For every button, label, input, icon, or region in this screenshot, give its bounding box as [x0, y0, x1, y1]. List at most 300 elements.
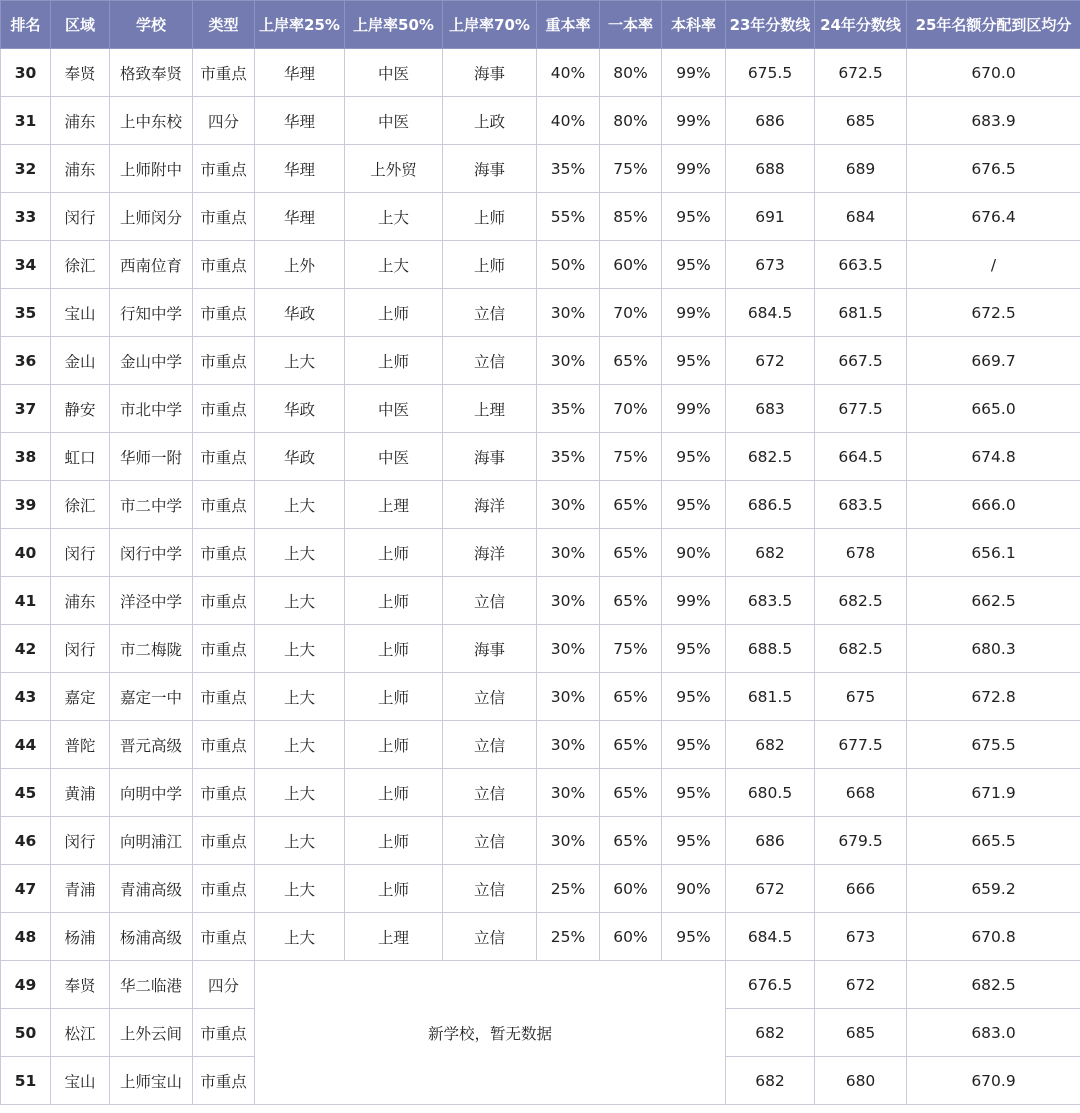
rate-25-cell: 华政 — [255, 385, 345, 433]
rate-70-cell: 立信 — [443, 337, 537, 385]
key-univ-rate-cell: 30% — [537, 481, 600, 529]
rank-cell: 34 — [1, 241, 51, 289]
rate-50-cell: 上师 — [345, 865, 443, 913]
undergrad-rate-cell: 99% — [662, 97, 726, 145]
quota-avg-2025-cell: 680.3 — [907, 625, 1080, 673]
quota-avg-2025-cell: / — [907, 241, 1080, 289]
rank-cell: 37 — [1, 385, 51, 433]
rate-25-cell: 上大 — [255, 721, 345, 769]
score-2023-cell: 682 — [726, 1009, 815, 1057]
district-cell: 金山 — [51, 337, 110, 385]
district-cell: 徐汇 — [51, 241, 110, 289]
key-univ-rate-cell: 30% — [537, 337, 600, 385]
quota-avg-2025-cell: 665.5 — [907, 817, 1080, 865]
key-univ-rate-cell: 30% — [537, 577, 600, 625]
key-univ-rate-cell: 30% — [537, 769, 600, 817]
type-cell: 市重点 — [193, 529, 255, 577]
district-cell: 闵行 — [51, 529, 110, 577]
undergrad-rate-cell: 99% — [662, 385, 726, 433]
district-cell: 浦东 — [51, 145, 110, 193]
district-cell: 杨浦 — [51, 913, 110, 961]
undergrad-rate-cell: 90% — [662, 865, 726, 913]
rate-70-cell: 海事 — [443, 433, 537, 481]
undergrad-rate-cell: 95% — [662, 481, 726, 529]
rank-cell: 33 — [1, 193, 51, 241]
table-row — [1, 769, 1080, 817]
type-cell: 市重点 — [193, 145, 255, 193]
school-cell: 上外云间 — [110, 1009, 193, 1057]
rate-50-cell: 上师 — [345, 529, 443, 577]
rate-50-cell: 上大 — [345, 241, 443, 289]
table-row — [1, 145, 1080, 193]
quota-avg-2025-cell: 671.9 — [907, 769, 1080, 817]
key-univ-rate-cell: 50% — [537, 241, 600, 289]
rank-cell: 44 — [1, 721, 51, 769]
rate-50-cell: 上理 — [345, 913, 443, 961]
score-2023-cell: 672 — [726, 865, 815, 913]
undergrad-rate-cell: 95% — [662, 337, 726, 385]
type-cell: 市重点 — [193, 1057, 255, 1105]
tier1-rate-cell: 65% — [600, 769, 662, 817]
district-cell: 静安 — [51, 385, 110, 433]
undergrad-rate-cell: 95% — [662, 625, 726, 673]
district-cell: 宝山 — [51, 1057, 110, 1105]
rate-50-cell: 中医 — [345, 433, 443, 481]
table-row — [1, 481, 1080, 529]
tier1-rate-cell: 75% — [600, 433, 662, 481]
quota-avg-2025-cell: 682.5 — [907, 961, 1080, 1009]
key-univ-rate-cell: 35% — [537, 433, 600, 481]
quota-avg-2025-cell: 670.9 — [907, 1057, 1080, 1105]
score-2024-cell: 677.5 — [815, 721, 907, 769]
school-cell: 上中东校 — [110, 97, 193, 145]
district-cell: 虹口 — [51, 433, 110, 481]
rank-cell: 31 — [1, 97, 51, 145]
rate-25-cell: 华理 — [255, 49, 345, 97]
type-cell: 市重点 — [193, 481, 255, 529]
score-2024-cell: 682.5 — [815, 625, 907, 673]
score-2023-cell: 688 — [726, 145, 815, 193]
undergrad-rate-cell: 95% — [662, 769, 726, 817]
score-2023-cell: 691 — [726, 193, 815, 241]
tier1-rate-cell: 65% — [600, 337, 662, 385]
score-2023-cell: 676.5 — [726, 961, 815, 1009]
rank-cell: 48 — [1, 913, 51, 961]
tier1-rate-cell: 75% — [600, 145, 662, 193]
rank-cell: 45 — [1, 769, 51, 817]
tier1-rate-cell: 60% — [600, 241, 662, 289]
key-univ-rate-cell: 40% — [537, 49, 600, 97]
undergrad-rate-cell: 95% — [662, 913, 726, 961]
header-quota-avg-2025: 25年名额分配到区均分 — [907, 1, 1080, 49]
rate-50-cell: 上理 — [345, 481, 443, 529]
key-univ-rate-cell: 40% — [537, 97, 600, 145]
score-2023-cell: 673 — [726, 241, 815, 289]
rank-cell: 42 — [1, 625, 51, 673]
rate-70-cell: 立信 — [443, 577, 537, 625]
undergrad-rate-cell: 99% — [662, 289, 726, 337]
rank-cell: 43 — [1, 673, 51, 721]
header-row — [1, 1, 1080, 49]
rate-70-cell: 立信 — [443, 673, 537, 721]
score-2024-cell: 667.5 — [815, 337, 907, 385]
quota-avg-2025-cell: 676.4 — [907, 193, 1080, 241]
header-rate-50: 上岸率50% — [345, 1, 443, 49]
school-cell: 洋泾中学 — [110, 577, 193, 625]
tier1-rate-cell: 65% — [600, 721, 662, 769]
tier1-rate-cell: 65% — [600, 817, 662, 865]
score-2024-cell: 682.5 — [815, 577, 907, 625]
score-2023-cell: 684.5 — [726, 289, 815, 337]
rate-70-cell: 海事 — [443, 145, 537, 193]
tier1-rate-cell: 60% — [600, 865, 662, 913]
header-undergrad-rate: 本科率 — [662, 1, 726, 49]
undergrad-rate-cell: 95% — [662, 241, 726, 289]
undergrad-rate-cell: 90% — [662, 529, 726, 577]
tier1-rate-cell: 65% — [600, 481, 662, 529]
score-2024-cell: 668 — [815, 769, 907, 817]
score-2024-cell: 678 — [815, 529, 907, 577]
district-cell: 青浦 — [51, 865, 110, 913]
type-cell: 市重点 — [193, 241, 255, 289]
rate-50-cell: 上师 — [345, 817, 443, 865]
type-cell: 四分 — [193, 97, 255, 145]
score-2023-cell: 684.5 — [726, 913, 815, 961]
rate-70-cell: 立信 — [443, 769, 537, 817]
score-2023-cell: 688.5 — [726, 625, 815, 673]
rate-70-cell: 立信 — [443, 721, 537, 769]
quota-avg-2025-cell: 672.5 — [907, 289, 1080, 337]
score-2024-cell: 679.5 — [815, 817, 907, 865]
table-row — [1, 577, 1080, 625]
score-2024-cell: 666 — [815, 865, 907, 913]
rate-25-cell: 上大 — [255, 529, 345, 577]
district-cell: 普陀 — [51, 721, 110, 769]
score-2023-cell: 680.5 — [726, 769, 815, 817]
type-cell: 市重点 — [193, 721, 255, 769]
rate-25-cell: 上大 — [255, 673, 345, 721]
table-row — [1, 961, 1080, 1009]
score-2024-cell: 685 — [815, 97, 907, 145]
score-2023-cell: 672 — [726, 337, 815, 385]
table-row — [1, 49, 1080, 97]
tier1-rate-cell: 70% — [600, 289, 662, 337]
rate-25-cell: 华理 — [255, 97, 345, 145]
rate-50-cell: 中医 — [345, 385, 443, 433]
rank-cell: 30 — [1, 49, 51, 97]
undergrad-rate-cell: 95% — [662, 433, 726, 481]
key-univ-rate-cell: 30% — [537, 289, 600, 337]
rank-cell: 51 — [1, 1057, 51, 1105]
quota-avg-2025-cell: 674.8 — [907, 433, 1080, 481]
rate-70-cell: 立信 — [443, 817, 537, 865]
table-row — [1, 817, 1080, 865]
rate-50-cell: 上师 — [345, 577, 443, 625]
school-cell: 青浦高级 — [110, 865, 193, 913]
district-cell: 浦东 — [51, 577, 110, 625]
type-cell: 市重点 — [193, 865, 255, 913]
district-cell: 黄浦 — [51, 769, 110, 817]
quota-avg-2025-cell: 683.9 — [907, 97, 1080, 145]
district-cell: 闵行 — [51, 193, 110, 241]
rate-25-cell: 上大 — [255, 481, 345, 529]
key-univ-rate-cell: 35% — [537, 385, 600, 433]
score-2024-cell: 673 — [815, 913, 907, 961]
type-cell: 市重点 — [193, 193, 255, 241]
score-2023-cell: 686 — [726, 97, 815, 145]
score-2023-cell: 681.5 — [726, 673, 815, 721]
score-2023-cell: 683 — [726, 385, 815, 433]
quota-avg-2025-cell: 683.0 — [907, 1009, 1080, 1057]
quota-avg-2025-cell: 656.1 — [907, 529, 1080, 577]
quota-avg-2025-cell: 670.0 — [907, 49, 1080, 97]
score-2024-cell: 684 — [815, 193, 907, 241]
table-row — [1, 625, 1080, 673]
tier1-rate-cell: 70% — [600, 385, 662, 433]
new-school-note: 新学校，暂无数据 — [255, 961, 726, 1105]
rate-25-cell: 华政 — [255, 289, 345, 337]
rank-cell: 49 — [1, 961, 51, 1009]
district-cell: 松江 — [51, 1009, 110, 1057]
score-2023-cell: 683.5 — [726, 577, 815, 625]
undergrad-rate-cell: 95% — [662, 193, 726, 241]
type-cell: 市重点 — [193, 433, 255, 481]
quota-avg-2025-cell: 676.5 — [907, 145, 1080, 193]
key-univ-rate-cell: 30% — [537, 817, 600, 865]
rank-cell: 39 — [1, 481, 51, 529]
rate-70-cell: 立信 — [443, 913, 537, 961]
undergrad-rate-cell: 99% — [662, 577, 726, 625]
school-cell: 行知中学 — [110, 289, 193, 337]
school-cell: 上师闵分 — [110, 193, 193, 241]
rate-25-cell: 华政 — [255, 433, 345, 481]
table-row — [1, 433, 1080, 481]
type-cell: 市重点 — [193, 49, 255, 97]
district-cell: 奉贤 — [51, 961, 110, 1009]
header-rank: 排名 — [1, 1, 51, 49]
table-row — [1, 337, 1080, 385]
quota-avg-2025-cell: 659.2 — [907, 865, 1080, 913]
rank-cell: 40 — [1, 529, 51, 577]
rate-25-cell: 上外 — [255, 241, 345, 289]
rate-70-cell: 海事 — [443, 49, 537, 97]
table-row — [1, 241, 1080, 289]
rate-70-cell: 上师 — [443, 241, 537, 289]
score-2023-cell: 682 — [726, 529, 815, 577]
school-cell: 华师一附 — [110, 433, 193, 481]
key-univ-rate-cell: 55% — [537, 193, 600, 241]
quota-avg-2025-cell: 669.7 — [907, 337, 1080, 385]
rate-70-cell: 立信 — [443, 289, 537, 337]
header-district: 区域 — [51, 1, 110, 49]
district-cell: 徐汇 — [51, 481, 110, 529]
undergrad-rate-cell: 95% — [662, 673, 726, 721]
tier1-rate-cell: 80% — [600, 97, 662, 145]
header-score-2024: 24年分数线 — [815, 1, 907, 49]
district-cell: 浦东 — [51, 97, 110, 145]
undergrad-rate-cell: 99% — [662, 145, 726, 193]
rank-cell: 36 — [1, 337, 51, 385]
rank-cell: 50 — [1, 1009, 51, 1057]
rate-25-cell: 上大 — [255, 577, 345, 625]
tier1-rate-cell: 75% — [600, 625, 662, 673]
header-rate-25: 上岸率25% — [255, 1, 345, 49]
score-2024-cell: 680 — [815, 1057, 907, 1105]
table-row — [1, 385, 1080, 433]
school-cell: 上师附中 — [110, 145, 193, 193]
type-cell: 市重点 — [193, 289, 255, 337]
tier1-rate-cell: 60% — [600, 913, 662, 961]
header-score-2023: 23年分数线 — [726, 1, 815, 49]
rate-70-cell: 上师 — [443, 193, 537, 241]
rate-70-cell: 海洋 — [443, 481, 537, 529]
header-rate-70: 上岸率70% — [443, 1, 537, 49]
key-univ-rate-cell: 30% — [537, 673, 600, 721]
score-2023-cell: 682.5 — [726, 433, 815, 481]
key-univ-rate-cell: 30% — [537, 625, 600, 673]
rank-cell: 46 — [1, 817, 51, 865]
rate-50-cell: 上师 — [345, 673, 443, 721]
type-cell: 四分 — [193, 961, 255, 1009]
rate-50-cell: 中医 — [345, 97, 443, 145]
rate-25-cell: 上大 — [255, 769, 345, 817]
score-2023-cell: 686.5 — [726, 481, 815, 529]
key-univ-rate-cell: 25% — [537, 865, 600, 913]
tier1-rate-cell: 65% — [600, 529, 662, 577]
type-cell: 市重点 — [193, 1009, 255, 1057]
district-cell: 奉贤 — [51, 49, 110, 97]
score-2023-cell: 686 — [726, 817, 815, 865]
rate-50-cell: 中医 — [345, 49, 443, 97]
type-cell: 市重点 — [193, 577, 255, 625]
district-cell: 嘉定 — [51, 673, 110, 721]
district-cell: 宝山 — [51, 289, 110, 337]
type-cell: 市重点 — [193, 913, 255, 961]
score-2024-cell: 675 — [815, 673, 907, 721]
type-cell: 市重点 — [193, 817, 255, 865]
score-2024-cell: 685 — [815, 1009, 907, 1057]
table-row — [1, 913, 1080, 961]
rate-25-cell: 华理 — [255, 145, 345, 193]
undergrad-rate-cell: 95% — [662, 721, 726, 769]
district-cell: 闵行 — [51, 625, 110, 673]
rate-50-cell: 上师 — [345, 721, 443, 769]
rate-50-cell: 上外贸 — [345, 145, 443, 193]
quota-avg-2025-cell: 672.8 — [907, 673, 1080, 721]
key-univ-rate-cell: 30% — [537, 721, 600, 769]
school-cell: 向明中学 — [110, 769, 193, 817]
rank-cell: 35 — [1, 289, 51, 337]
type-cell: 市重点 — [193, 385, 255, 433]
key-univ-rate-cell: 30% — [537, 529, 600, 577]
school-cell: 杨浦高级 — [110, 913, 193, 961]
table-header — [1, 1, 1080, 49]
quota-avg-2025-cell: 665.0 — [907, 385, 1080, 433]
school-cell: 闵行中学 — [110, 529, 193, 577]
score-2024-cell: 663.5 — [815, 241, 907, 289]
school-cell: 市北中学 — [110, 385, 193, 433]
district-cell: 闵行 — [51, 817, 110, 865]
score-2024-cell: 677.5 — [815, 385, 907, 433]
header-tier1-rate: 一本率 — [600, 1, 662, 49]
key-univ-rate-cell: 35% — [537, 145, 600, 193]
tier1-rate-cell: 85% — [600, 193, 662, 241]
rate-70-cell: 上政 — [443, 97, 537, 145]
type-cell: 市重点 — [193, 673, 255, 721]
rank-cell: 41 — [1, 577, 51, 625]
tier1-rate-cell: 80% — [600, 49, 662, 97]
rate-25-cell: 上大 — [255, 913, 345, 961]
table-row — [1, 529, 1080, 577]
header-school: 学校 — [110, 1, 193, 49]
score-2024-cell: 683.5 — [815, 481, 907, 529]
school-cell: 华二临港 — [110, 961, 193, 1009]
quota-avg-2025-cell: 670.8 — [907, 913, 1080, 961]
type-cell: 市重点 — [193, 769, 255, 817]
score-2023-cell: 682 — [726, 721, 815, 769]
rate-70-cell: 上理 — [443, 385, 537, 433]
rate-70-cell: 海事 — [443, 625, 537, 673]
header-type: 类型 — [193, 1, 255, 49]
table-row — [1, 193, 1080, 241]
school-cell: 上师宝山 — [110, 1057, 193, 1105]
rate-25-cell: 上大 — [255, 865, 345, 913]
type-cell: 市重点 — [193, 337, 255, 385]
rate-25-cell: 上大 — [255, 337, 345, 385]
quota-avg-2025-cell: 675.5 — [907, 721, 1080, 769]
rank-cell: 32 — [1, 145, 51, 193]
score-2024-cell: 689 — [815, 145, 907, 193]
header-key-univ-rate: 重本率 — [537, 1, 600, 49]
undergrad-rate-cell: 95% — [662, 817, 726, 865]
school-cell: 金山中学 — [110, 337, 193, 385]
rate-50-cell: 上师 — [345, 289, 443, 337]
rank-cell: 47 — [1, 865, 51, 913]
school-cell: 晋元高级 — [110, 721, 193, 769]
tier1-rate-cell: 65% — [600, 673, 662, 721]
score-2024-cell: 664.5 — [815, 433, 907, 481]
score-2024-cell: 672.5 — [815, 49, 907, 97]
table-row — [1, 97, 1080, 145]
key-univ-rate-cell: 25% — [537, 913, 600, 961]
rate-50-cell: 上师 — [345, 769, 443, 817]
score-2023-cell: 675.5 — [726, 49, 815, 97]
rate-25-cell: 华理 — [255, 193, 345, 241]
tier1-rate-cell: 65% — [600, 577, 662, 625]
school-cell: 格致奉贤 — [110, 49, 193, 97]
rate-25-cell: 上大 — [255, 817, 345, 865]
score-2023-cell: 682 — [726, 1057, 815, 1105]
school-cell: 市二中学 — [110, 481, 193, 529]
table-row — [1, 865, 1080, 913]
school-cell: 向明浦江 — [110, 817, 193, 865]
type-cell: 市重点 — [193, 625, 255, 673]
quota-avg-2025-cell: 662.5 — [907, 577, 1080, 625]
rate-50-cell: 上大 — [345, 193, 443, 241]
rate-70-cell: 海洋 — [443, 529, 537, 577]
rank-cell: 38 — [1, 433, 51, 481]
school-cell: 市二梅陇 — [110, 625, 193, 673]
table-row — [1, 673, 1080, 721]
rate-70-cell: 立信 — [443, 865, 537, 913]
school-cell: 嘉定一中 — [110, 673, 193, 721]
table-row — [1, 721, 1080, 769]
score-2024-cell: 681.5 — [815, 289, 907, 337]
rate-25-cell: 上大 — [255, 625, 345, 673]
table-body — [1, 49, 1080, 1105]
rate-50-cell: 上师 — [345, 625, 443, 673]
school-cell: 西南位育 — [110, 241, 193, 289]
